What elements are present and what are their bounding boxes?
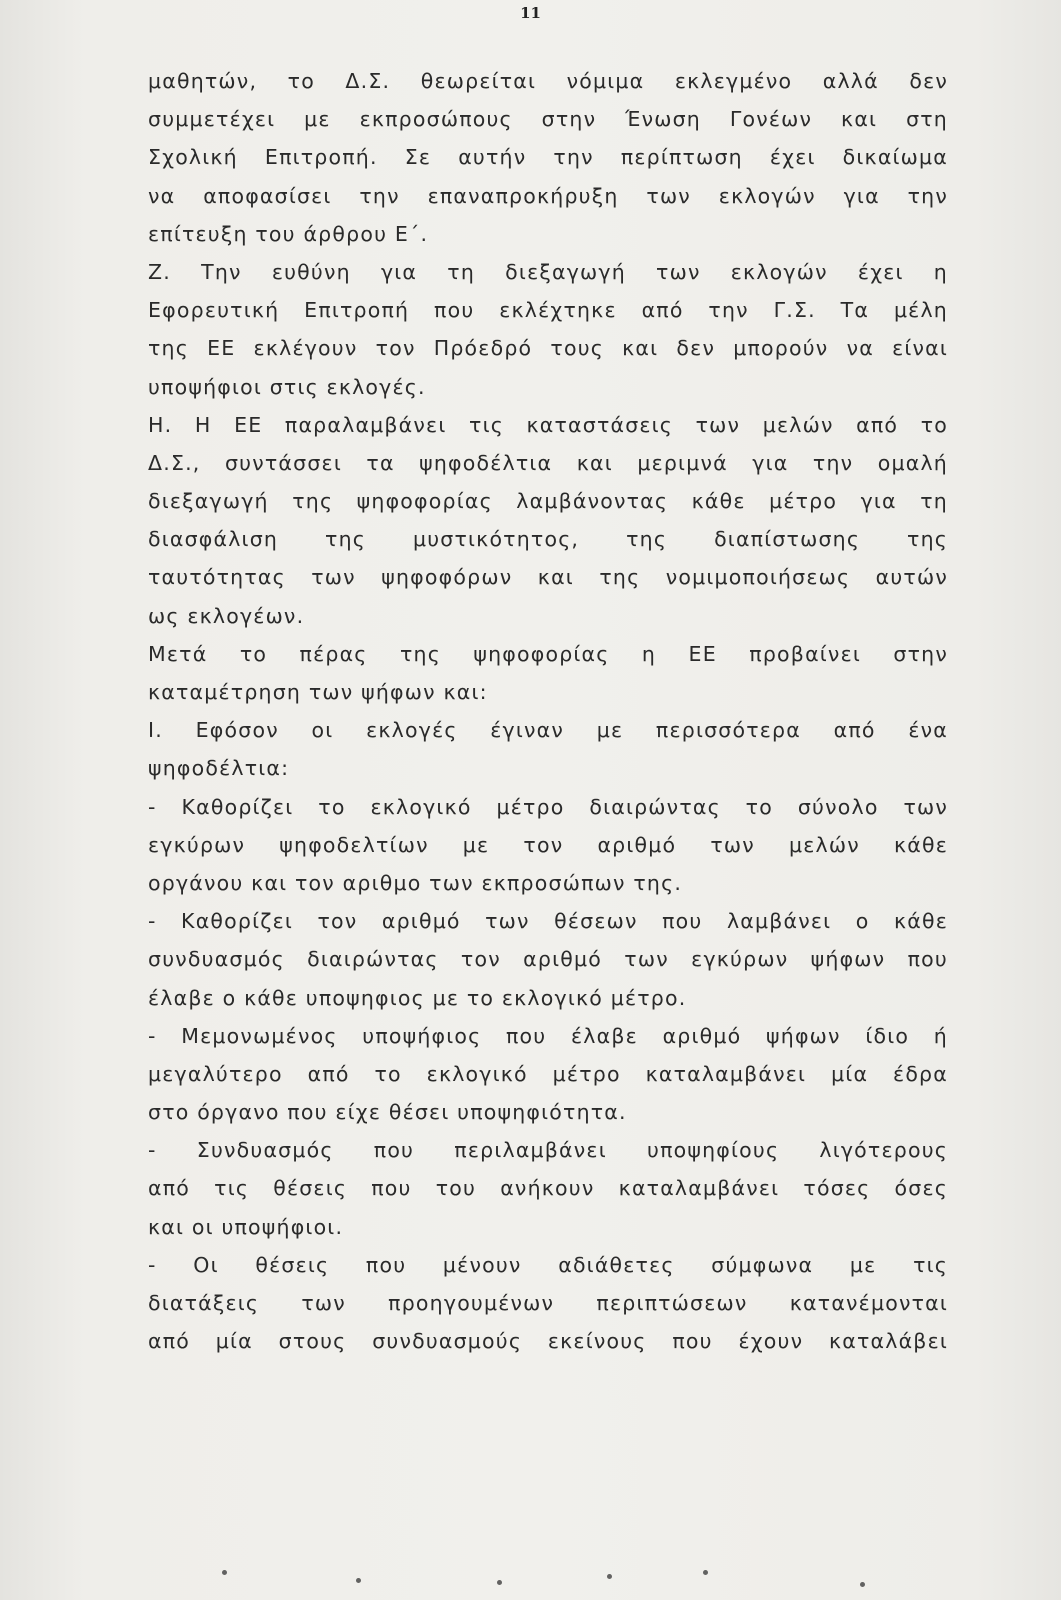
page-number: 11 — [520, 4, 541, 22]
text-line: Δ.Σ., συντάσσει τα ψηφοδέλτια και μεριμνά για την ομαλή — [148, 450, 948, 475]
text-line: - Καθορίζει τον αριθμό των θέσεων που λαμβάνει ο κάθε — [148, 909, 948, 934]
text-line: συνδυασμός διαιρώντας τον αριθμό των εγκύρων ψήφων που — [148, 947, 948, 972]
text-line: - Μεμονωμένος υποψήφιος που έλαβε αριθμό ψήφων ίδιο ή — [148, 1023, 948, 1048]
text-line: - Καθορίζει το εκλογικό μέτρο διαιρώντας το σύνολο των — [148, 794, 948, 819]
text-line: ψηφοδέλτια: — [148, 756, 290, 781]
text-line: καταμέτρηση των ψήφων και: — [148, 680, 488, 704]
text-line: να αποφασίσει την επαναπροκήρυξη των εκλογών για την — [148, 183, 948, 208]
text-line: και οι υποψήφιοι. — [148, 1214, 344, 1239]
text-line: - Οι θέσεις που μένουν αδιάθετες σύμφωνα με τις — [148, 1252, 948, 1277]
text-line: συμμετέχει με εκπροσώπους στην Ένωση Γονέων και στη — [148, 107, 948, 132]
text-line: Ζ. Την ευθύνη για τη διεξαγωγή των εκλογών έχει η — [148, 259, 948, 284]
text-line: από μία στους συνδυασμούς εκείνους που έχουν καταλάβει — [148, 1329, 948, 1354]
text-line: υποψήφιοι στις εκλογές. — [148, 374, 426, 399]
text-line: μεγαλύτερο από το εκλογικό μέτρο καταλαμβάνει μία έδρα — [148, 1061, 948, 1086]
text-line: από τις θέσεις που του ανήκουν καταλαμβάνει τόσες όσες — [148, 1176, 948, 1201]
text-line: επίτευξη του άρθρου Ε΄. — [148, 221, 429, 246]
text-line: ταυτότητας των ψηφοφόρων και της νομιμοποιήσεως αυτών — [148, 565, 948, 590]
scan-specks — [0, 1540, 1061, 1600]
text-line: εγκύρων ψηφοδελτίων με τον αριθμό των μελών κάθε — [148, 832, 948, 857]
text-line: Η. Η ΕΕ παραλαμβάνει τις καταστάσεις των μελών από το — [148, 412, 948, 437]
text-line: της ΕΕ εκλέγουν τον Πρόεδρό τους και δεν μπορούν να είναι — [148, 336, 948, 361]
text-line: διασφάλιση της μυστικότητος, της διαπίστωσης της — [148, 527, 948, 552]
text-line: Ι. Εφόσον οι εκλογές έγιναν με περισσότερα από ένα — [148, 718, 948, 743]
text-line: διεξαγωγή της ψηφοφορίας λαμβάνοντας κάθε μέτρο για τη — [148, 489, 948, 514]
body-text — [148, 62, 948, 1360]
text-line: - Συνδυασμός που περιλαμβάνει υποψηφίους λιγότερους — [148, 1138, 948, 1163]
text-line: οργάνου και τον αριθμο των εκπροσώπων της. — [148, 870, 683, 895]
text-line: Σχολική Επιτροπή. Σε αυτήν την περίπτωση έχει δικαίωμα — [148, 145, 948, 170]
text-line: στο όργανο που είχε θέσει υποψηφιότητα. — [148, 1100, 627, 1125]
text-line: έλαβε ο κάθε υποψηφιος με το εκλογικό μέτρο. — [148, 985, 687, 1010]
text-line: Μετά το πέρας της ψηφοφορίας η ΕΕ προβαίνει στην — [148, 641, 948, 666]
text-line: ως εκλογέων. — [148, 603, 305, 628]
text-line: Εφορευτική Επιτροπή που εκλέχτηκε από την Γ.Σ. Τα μέλη — [148, 298, 948, 323]
text-line: διατάξεις των προηγουμένων περιπτώσεων κατανέμονται — [148, 1291, 948, 1315]
text-line: μαθητών, το Δ.Σ. θεωρείται νόμιμα εκλεγμένο αλλά δεν — [148, 69, 948, 93]
